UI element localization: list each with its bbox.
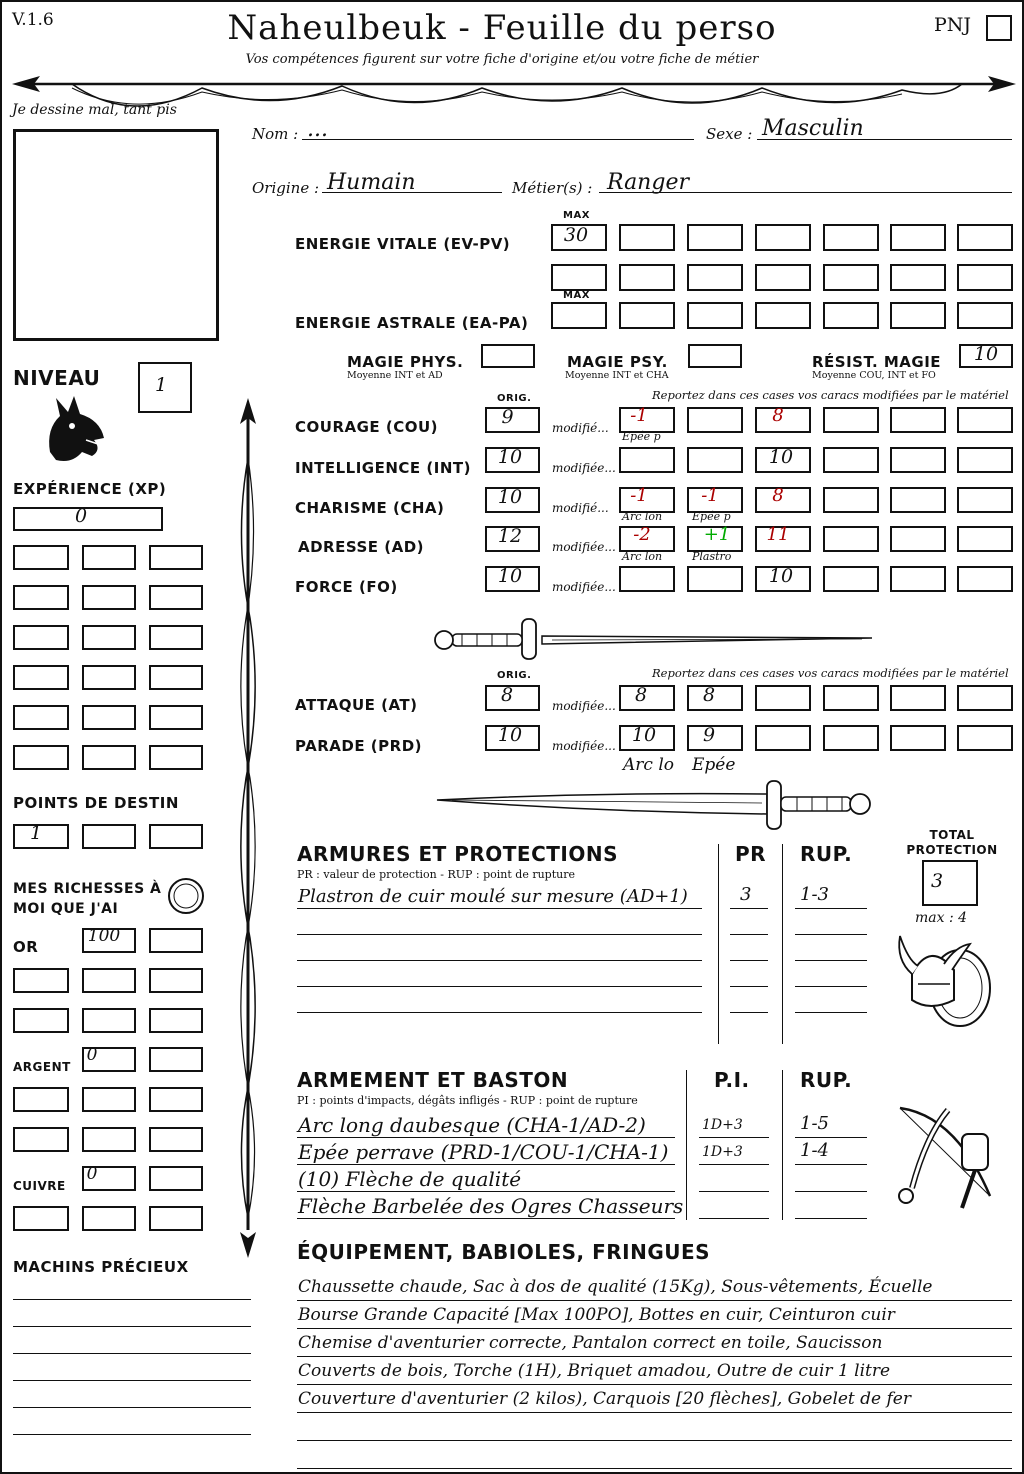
armement-title: ARMEMENT ET BASTON [297, 1068, 569, 1092]
armement-pi-header: P.I. [714, 1068, 750, 1092]
armures-pr-header: PR [735, 842, 767, 866]
armures-col-sep [782, 844, 783, 1044]
equipment-text: Couverts de bois, Torche (1H), Briquet amadou, Outre de cuir 1 litre [298, 1361, 891, 1381]
armor-line[interactable] [297, 986, 702, 987]
ev-box[interactable] [890, 264, 946, 291]
crossed-weapons-icon [886, 1096, 1006, 1216]
ev-box[interactable] [823, 224, 879, 251]
resist-magie-hint: Moyenne COU, INT et FO [812, 370, 936, 381]
attaque-mod-box[interactable] [755, 685, 811, 711]
equipment-text: Couverture d'aventurier (2 kilos), Carquois [20 flèches], Gobelet de fer [298, 1389, 911, 1409]
parade-mod1: 10 [631, 724, 657, 746]
modifie-label: modifiée... [552, 540, 616, 554]
origine-label: Origine : [252, 179, 320, 197]
adresse-label: ADRESSE (AD) [298, 538, 425, 556]
armor-pr-line[interactable] [730, 908, 768, 909]
richesses-label: MES RICHESSES À MOI QUE J'AI [13, 881, 162, 917]
metier-value[interactable]: Ranger [607, 170, 689, 195]
xp-box[interactable] [149, 545, 203, 570]
parade-orig: 10 [497, 724, 523, 746]
destin-label: POINTS DE DESTIN [13, 794, 179, 812]
origine-line [322, 192, 502, 193]
pnj-checkbox[interactable] [986, 15, 1012, 41]
parade-mod2: 9 [702, 724, 716, 746]
ea-box[interactable] [823, 302, 879, 329]
attaque-orig: 8 [500, 684, 514, 706]
courage-mod-box[interactable] [823, 407, 879, 433]
argent-label: ARGENT [13, 1060, 71, 1074]
xp-box[interactable] [13, 585, 69, 610]
modifie-label: modifié... [552, 421, 609, 435]
charisme-mod2-note: Epée p [692, 510, 731, 523]
magie-psy-label: MAGIE PSY. [567, 353, 668, 371]
weapon-line[interactable] [297, 1137, 675, 1138]
magie-psy-hint: Moyenne INT et CHA [565, 370, 669, 381]
portrait-caption: Je dessine mal, tant pis [12, 102, 177, 118]
adresse-mod2: +1 [703, 524, 731, 545]
force-mod-box[interactable] [619, 566, 675, 592]
equipment-line[interactable] [297, 1328, 1012, 1329]
equipment-line[interactable] [297, 1440, 1012, 1441]
sexe-line [757, 139, 1012, 140]
weapon-pi-line[interactable] [699, 1218, 769, 1219]
armor-rup: 1-3 [800, 884, 829, 905]
max-label-ev: MAX [563, 210, 590, 221]
argent-box[interactable] [82, 1087, 136, 1112]
equipment-text: Chaussette chaude, Sac à dos de qualité (15Kg), Sous-vêtements, Écuelle [298, 1277, 933, 1297]
modifie-label: modifiée... [552, 580, 616, 594]
treasure-line[interactable] [13, 1434, 251, 1435]
attaque-label: ATTAQUE (AT) [295, 696, 418, 714]
treasure-line[interactable] [13, 1407, 251, 1408]
parade-mod-box[interactable] [890, 725, 946, 751]
xp-box[interactable] [149, 625, 203, 650]
xp-box[interactable] [13, 665, 69, 690]
xp-box[interactable] [13, 705, 69, 730]
weapon-rup-line[interactable] [795, 1164, 867, 1165]
intelligence-orig: 10 [497, 446, 523, 468]
weapon-line[interactable] [297, 1191, 675, 1192]
origine-value[interactable]: Humain [327, 170, 416, 195]
or-box[interactable] [149, 1008, 203, 1033]
xp-box[interactable] [13, 545, 69, 570]
intelligence-mod-box[interactable] [823, 447, 879, 473]
xp-box[interactable] [149, 585, 203, 610]
parade-label: PARADE (PRD) [295, 737, 423, 755]
intelligence-mod-box[interactable] [957, 447, 1013, 473]
or-label: OR [13, 938, 39, 956]
argent-box[interactable] [149, 1087, 203, 1112]
destin-value: 1 [29, 822, 43, 844]
armor-rup-line[interactable] [795, 934, 867, 935]
intelligence-mod-box[interactable] [687, 447, 743, 473]
force-label: FORCE (FO) [295, 578, 398, 596]
xp-box[interactable] [82, 705, 136, 730]
modifie-label: modifiée... [552, 461, 616, 475]
courage-mod-box[interactable] [957, 407, 1013, 433]
xp-box[interactable] [149, 705, 203, 730]
armures-title: ARMURES ET PROTECTIONS [297, 842, 618, 866]
xp-box[interactable] [82, 545, 136, 570]
charisme-mod3: 8 [772, 485, 784, 506]
ev-box[interactable] [755, 264, 811, 291]
ev-box[interactable] [957, 264, 1013, 291]
courage-mod1: -1 [630, 405, 648, 426]
armor-pr-line[interactable] [730, 960, 768, 961]
weapon-rup: 1-5 [800, 1113, 829, 1134]
charisme-mod-box[interactable] [823, 487, 879, 513]
ev-box[interactable] [687, 224, 743, 251]
ea-box[interactable] [755, 302, 811, 329]
max-label-ea: MAX [563, 290, 590, 301]
parade-mod-box[interactable] [823, 725, 879, 751]
equipment-line[interactable] [297, 1356, 1012, 1357]
adresse-mod-box[interactable] [890, 526, 946, 552]
sexe-value[interactable]: Masculin [762, 116, 864, 141]
combat-report-note: Reportez dans ces cases vos caracs modifiées par le matériel [652, 666, 1009, 680]
argent-value: 0 [86, 1045, 98, 1065]
weapon-rup-line[interactable] [795, 1191, 867, 1192]
portrait-box[interactable] [13, 129, 219, 341]
armor-line[interactable] [297, 934, 702, 935]
charisme-mod-box[interactable] [890, 487, 946, 513]
attaque-mod-box[interactable] [823, 685, 879, 711]
weapon-line[interactable] [297, 1164, 675, 1165]
weapon-name: Flèche Barbelée des Ogres Chasseurs [298, 1194, 684, 1218]
xp-box[interactable] [82, 665, 136, 690]
courage-mod-box[interactable] [687, 407, 743, 433]
ev-box[interactable] [551, 264, 607, 291]
armor-rup-line[interactable] [795, 986, 867, 987]
parade-note-1: Arc lo [623, 755, 674, 775]
intelligence-label: INTELLIGENCE (INT) [295, 459, 471, 477]
orig-label-combat: ORIG. [497, 670, 532, 681]
niveau-label: NIVEAU [13, 366, 101, 390]
nom-value[interactable]: ... [307, 117, 328, 142]
treasure-line[interactable] [13, 1299, 251, 1300]
metier-line [599, 192, 1012, 193]
armor-name: Plastron de cuir moulé sur mesure (AD+1) [298, 886, 688, 907]
equipment-line[interactable] [297, 1300, 1012, 1301]
ev-box[interactable] [687, 264, 743, 291]
weapon-rup-line[interactable] [795, 1137, 867, 1138]
sexe-label: Sexe : [706, 125, 753, 143]
treasure-line[interactable] [13, 1326, 251, 1327]
magie-phys-hint: Moyenne INT et AD [347, 370, 443, 381]
equipment-line[interactable] [297, 1384, 1012, 1385]
charisme-mod1: -1 [630, 485, 648, 506]
ev-box[interactable] [823, 264, 879, 291]
pnj-label: PNJ [934, 14, 972, 36]
ea-box[interactable] [890, 302, 946, 329]
weapon-pi-line[interactable] [699, 1191, 769, 1192]
ea-box[interactable] [957, 302, 1013, 329]
equipment-text: Chemise d'aventurier correcte, Pantalon correct en toile, Saucisson [298, 1333, 883, 1353]
ea-box[interactable] [619, 302, 675, 329]
destin-box[interactable] [149, 824, 203, 849]
armor-rup-line[interactable] [795, 960, 867, 961]
force-mod-box[interactable] [687, 566, 743, 592]
or-box[interactable] [13, 968, 69, 993]
nom-line [302, 139, 694, 140]
ev-max-value: 30 [563, 224, 589, 246]
xp-box[interactable] [149, 745, 203, 770]
armement-col-sep [686, 1070, 687, 1220]
charisme-label: CHARISME (CHA) [295, 499, 445, 517]
niveau-value: 1 [154, 374, 168, 396]
armor-rup-line[interactable] [795, 1012, 867, 1013]
adresse-orig: 12 [497, 525, 523, 547]
force-mod-box[interactable] [823, 566, 879, 592]
total-protection-max: max : 4 [915, 910, 968, 926]
armures-hint: PR : valeur de protection - RUP : point de rupture [297, 868, 575, 881]
total-protection-value: 3 [930, 870, 944, 892]
charisme-mod-box[interactable] [957, 487, 1013, 513]
xp-box[interactable] [82, 745, 136, 770]
ev-box[interactable] [890, 224, 946, 251]
weapon-rup: 1-4 [800, 1140, 829, 1161]
cuivre-value: 0 [86, 1164, 98, 1184]
armor-pr-line[interactable] [730, 1012, 768, 1013]
charisme-mod1-note: Arc lon [622, 510, 663, 523]
charisme-mod2: -1 [701, 485, 719, 506]
weapon-name: Arc long daubesque (CHA-1/AD-2) [298, 1113, 646, 1137]
attaque-mod-box[interactable] [890, 685, 946, 711]
spear-icon [230, 398, 266, 1258]
sword-icon [432, 778, 877, 838]
armement-rup-header: RUP. [800, 1068, 853, 1092]
ea-label: ENERGIE ASTRALE (EA-PA) [295, 314, 529, 332]
sword-icon [432, 614, 882, 664]
argent-box[interactable] [13, 1127, 69, 1152]
weapon-rup-line[interactable] [795, 1218, 867, 1219]
armor-line[interactable] [297, 1012, 702, 1013]
armures-rup-header: RUP. [800, 842, 853, 866]
modifie-label: modifiée... [552, 739, 616, 753]
attaque-mod1: 8 [634, 684, 648, 706]
or-box[interactable] [149, 928, 203, 953]
metier-label: Métier(s) : [512, 179, 593, 197]
xp-box[interactable] [82, 585, 136, 610]
total-protection-label: TOTAL PROTECTION [906, 828, 998, 857]
helmet-shield-icon [890, 930, 1000, 1030]
xp-box[interactable] [149, 665, 203, 690]
argent-box[interactable] [82, 1127, 136, 1152]
adresse-mod1-note: Arc lon [622, 550, 663, 563]
cuivre-box[interactable] [149, 1166, 203, 1191]
armor-line[interactable] [297, 908, 702, 909]
parade-mod-box[interactable] [957, 725, 1013, 751]
treasure-line[interactable] [13, 1353, 251, 1354]
modifie-label: modifiée... [552, 699, 616, 713]
machins-label: MACHINS PRÉCIEUX [13, 1258, 189, 1276]
magie-phys-box[interactable] [481, 344, 535, 368]
magie-phys-label: MAGIE PHYS. [347, 353, 464, 371]
page-subtitle: Vos compétences figurent sur votre fiche d'origine et/ou votre fiche de métier [245, 52, 759, 67]
charisme-orig: 10 [497, 486, 523, 508]
weapon-pi-line[interactable] [699, 1164, 769, 1165]
courage-label: COURAGE (COU) [295, 418, 439, 436]
weapon-pi: 1D+3 [702, 1117, 743, 1133]
armor-pr-line[interactable] [730, 986, 768, 987]
or-box[interactable] [149, 968, 203, 993]
equipment-text: Bourse Grande Capacité [Max 100PO], Bottes en cuir, Ceinturon cuir [298, 1305, 895, 1325]
courage-mod1-note: Epée p [622, 430, 661, 443]
resist-magie-value: 10 [973, 343, 999, 365]
magie-psy-box[interactable] [688, 344, 742, 368]
adresse-mod3: 11 [766, 524, 790, 545]
parade-note-2: Epée [692, 755, 736, 775]
equipement-title: ÉQUIPEMENT, BABIOLES, FRINGUES [297, 1240, 711, 1264]
xp-box[interactable] [13, 625, 69, 650]
resist-magie-label: RÉSIST. MAGIE [812, 353, 942, 371]
force-mod-box[interactable] [890, 566, 946, 592]
intelligence-mod3: 10 [768, 446, 794, 468]
orig-label: ORIG. [497, 393, 532, 404]
armor-pr-line[interactable] [730, 934, 768, 935]
courage-mod-box[interactable] [890, 407, 946, 433]
ev-label: ENERGIE VITALE (EV-PV) [295, 235, 511, 253]
force-mod-box[interactable] [957, 566, 1013, 592]
or-box[interactable] [82, 968, 136, 993]
weapon-name: Epée perrave (PRD-1/COU-1/CHA-1) [298, 1140, 669, 1164]
adresse-mod-box[interactable] [957, 526, 1013, 552]
argent-box[interactable] [149, 1047, 203, 1072]
modifie-label: modifié... [552, 501, 609, 515]
armor-pr: 3 [740, 884, 752, 905]
xp-box[interactable] [82, 625, 136, 650]
treasure-line[interactable] [13, 1380, 251, 1381]
xp-box[interactable] [13, 745, 69, 770]
ev-box[interactable] [957, 224, 1013, 251]
xp-label: EXPÉRIENCE (XP) [13, 480, 167, 498]
page-title: Naheulbeuk - Feuille du perso [227, 8, 777, 48]
armor-rup-line[interactable] [795, 908, 867, 909]
ea-max-box[interactable] [551, 302, 607, 329]
adresse-mod-box[interactable] [823, 526, 879, 552]
caracs-report-note: Reportez dans ces cases vos caracs modifiées par le matériel [652, 388, 1009, 402]
coin-icon [166, 876, 206, 916]
force-mod3: 10 [768, 565, 794, 587]
equipment-line[interactable] [297, 1412, 1012, 1413]
or-box[interactable] [82, 1008, 136, 1033]
attaque-mod2: 8 [702, 684, 716, 706]
weapon-name: (10) Flèche de qualité [298, 1167, 522, 1191]
adresse-mod2-note: Plastro [692, 550, 732, 563]
armures-col-sep [718, 844, 719, 1044]
cuivre-box[interactable] [13, 1206, 69, 1231]
equipment-line[interactable] [297, 1468, 1012, 1469]
intelligence-mod-box[interactable] [890, 447, 946, 473]
nom-label: Nom : [252, 125, 299, 143]
dragon-head-icon [42, 394, 108, 466]
argent-box[interactable] [149, 1127, 203, 1152]
courage-mod3: 8 [772, 405, 784, 426]
ev-box[interactable] [619, 264, 675, 291]
cuivre-box[interactable] [149, 1206, 203, 1231]
destin-box[interactable] [82, 824, 136, 849]
ev-box[interactable] [755, 224, 811, 251]
intelligence-mod-box[interactable] [619, 447, 675, 473]
version-label: V.1.6 [12, 10, 54, 30]
weapon-line[interactable] [297, 1218, 675, 1219]
or-value: 100 [87, 926, 121, 946]
cuivre-box[interactable] [82, 1206, 136, 1231]
parade-mod-box[interactable] [755, 725, 811, 751]
argent-box[interactable] [13, 1087, 69, 1112]
force-orig: 10 [497, 565, 523, 587]
courage-orig: 9 [501, 406, 514, 428]
cuivre-label: CUIVRE [13, 1179, 66, 1193]
or-box[interactable] [13, 1008, 69, 1033]
weapon-pi-line[interactable] [699, 1137, 769, 1138]
armement-col-sep [782, 1070, 783, 1220]
armement-hint: PI : points d'impacts, dégâts infligés - RUP : point de rupture [297, 1094, 638, 1107]
armor-line[interactable] [297, 960, 702, 961]
ea-box[interactable] [687, 302, 743, 329]
attaque-mod-box[interactable] [957, 685, 1013, 711]
adresse-mod1: -2 [633, 524, 651, 545]
ev-box[interactable] [619, 224, 675, 251]
xp-total: 0 [74, 505, 88, 527]
weapon-pi: 1D+3 [702, 1144, 743, 1160]
